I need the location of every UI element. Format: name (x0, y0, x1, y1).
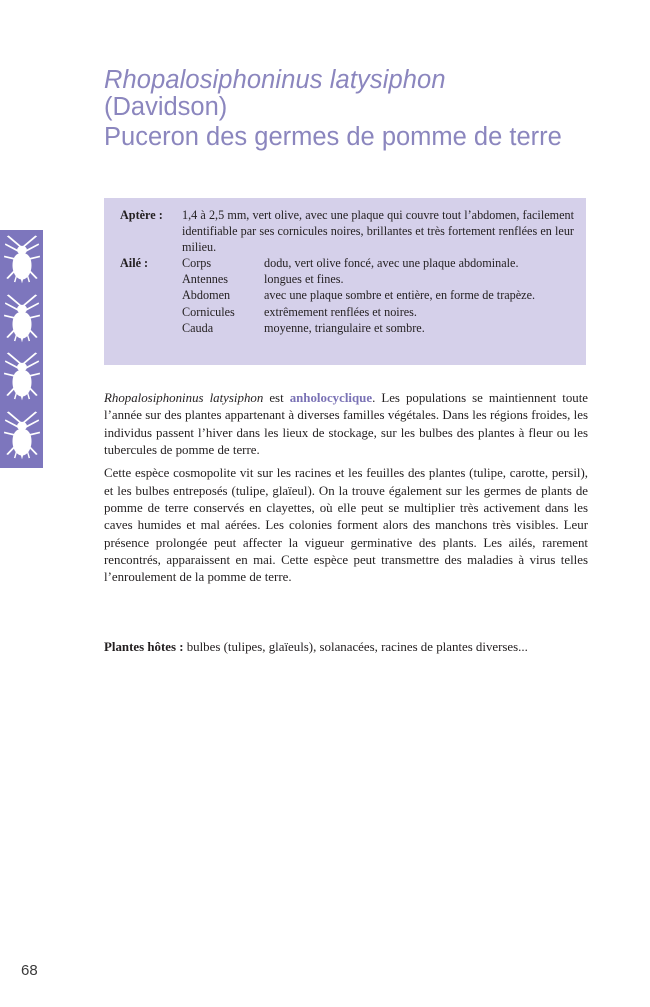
aile-part-name: Cornicules (182, 304, 235, 319)
host-plants-section (104, 639, 588, 656)
aphid-icon (3, 235, 41, 287)
species-common-name: Puceron des germes de pomme de terre (104, 123, 562, 152)
aphid-icon (3, 352, 41, 404)
glossary-term-anholocyclique: anholocyclique (289, 391, 373, 405)
aile-part-name: Cauda (182, 320, 214, 335)
sidebar-thumb-tab (0, 230, 43, 468)
aile-part-row (182, 304, 574, 320)
aile-part-row (182, 320, 574, 336)
paragraph-biology (104, 390, 588, 459)
host-plants-label: Plantes hôtes : (104, 640, 184, 654)
aile-part-row (182, 271, 574, 287)
species-author: (Davidson) (104, 93, 228, 122)
body-text (104, 390, 588, 587)
paragraph-before-term: est (263, 391, 290, 405)
paragraph-ecology: Cette espèce cosmopolite vit sur les racines et les feuilles des plantes (tulipe, carotte, persil), et les bulbes entreposés (tulipe, glaïeul). On la trouve également sur les germes de plants de pomme de terre conservés en clayettes, où elle peut se multiplier très activement dans les caves humides et mal aérées. Les colonies forment alors des manchons très visibles. Leur présence prolongée peut affecter la vigueur germinative des plants. Les ailés, rarement rencontrés, apparaissent en mai. Cette espèce peut transmettre des maladies à virus telles l’enroulement de la pomme de terre. (104, 466, 588, 585)
description-row-aile (120, 255, 574, 335)
morphology-description-box (104, 198, 586, 365)
aile-part-text: avec une plaque sombre et entière, en forme de trapèze. (264, 288, 536, 303)
description-label-aptere: Aptère : (120, 208, 163, 222)
aphid-icon (3, 411, 41, 463)
page-title (104, 66, 590, 152)
aile-part-row (182, 255, 574, 271)
description-row-aptere (120, 207, 574, 255)
paragraph-after-term: . Les populations se maintiennent toute l’année sur des plantes appartenant à diverses familles végétales. Dans les régions froides, les individus passent l’hiver dans les lieux de stockage, sur les bulbes des plantes à fleur ou les tubercules de pomme de terre. (104, 391, 589, 458)
aile-part-row (182, 287, 574, 303)
aile-part-text: moyenne, triangulaire et sombre. (264, 320, 425, 335)
description-label-aile: Ailé : (120, 256, 149, 271)
aile-part-text: dodu, vert olive foncé, avec une plaque abdominale. (264, 256, 519, 271)
aile-part-name: Abdomen (182, 288, 231, 303)
aile-part-name: Corps (182, 256, 212, 271)
host-plants-text: bulbes (tulipes, glaïeuls), solanacées, racines de plantes diverses... (183, 640, 528, 654)
aile-part-name: Antennes (182, 272, 229, 287)
page-number: 68 (21, 962, 38, 979)
species-inline-name: Rhopalosiphoninus latysiphon (104, 391, 264, 405)
aile-part-text: longues et fines. (264, 272, 344, 287)
aphid-icon (3, 294, 41, 346)
aile-part-text: extrêmement renflées et noires. (264, 304, 417, 319)
aile-parts-table (182, 255, 574, 335)
description-text-aptere: 1,4 à 2,5 mm, vert olive, avec une plaque qui couvre tout l’abdomen, facilement identifiable par ses cornicules noires, brillantes et très fortement renflées en leur milieu. (182, 208, 574, 255)
species-scientific-name: Rhopalosiphoninus latysiphon (104, 66, 446, 94)
